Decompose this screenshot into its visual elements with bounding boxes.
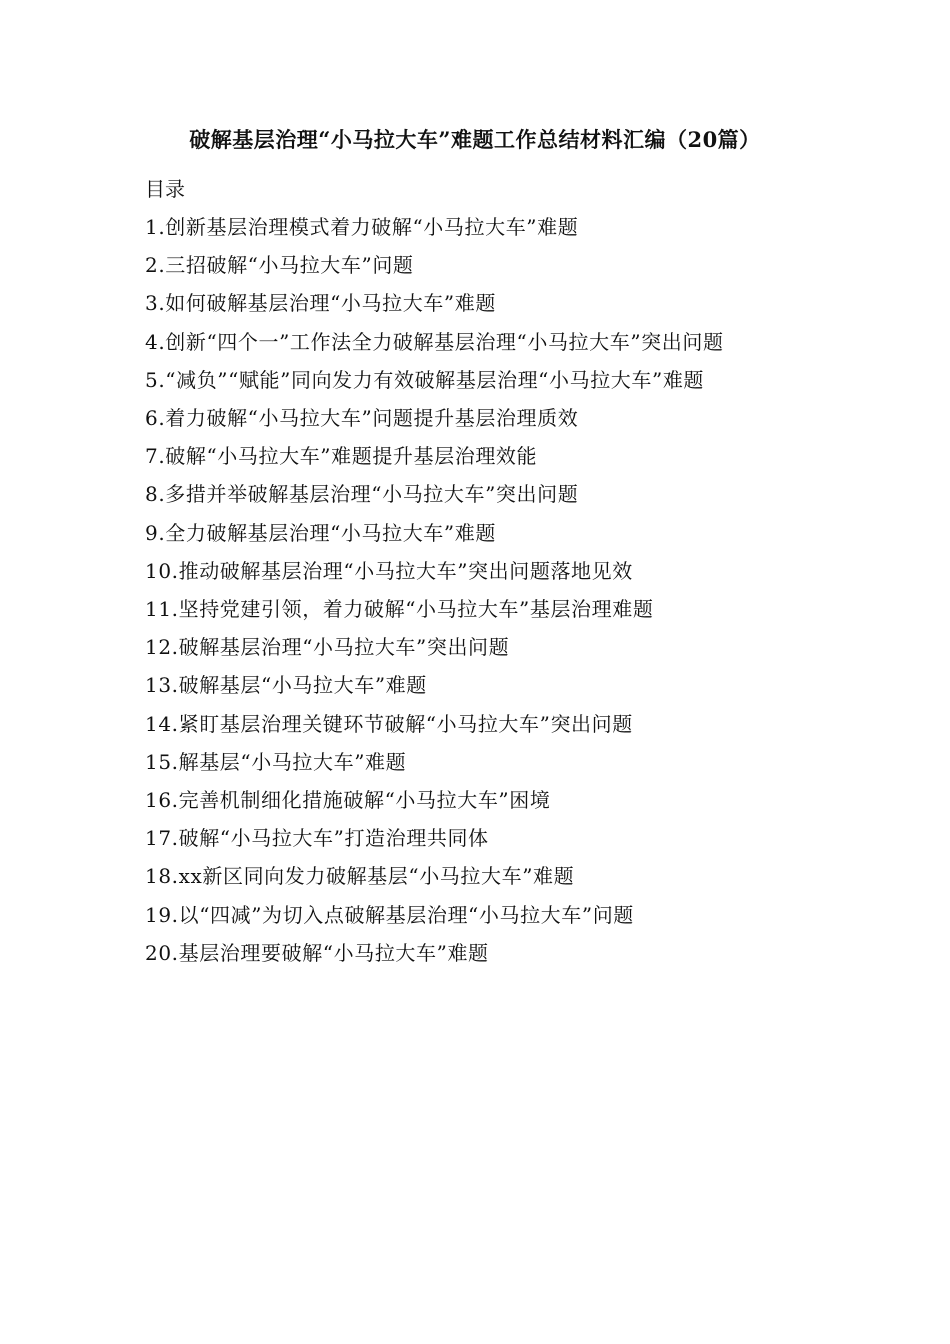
toc-item: 4.创新“四个一”工作法全力破解基层治理“小马拉大车”突出问题 xyxy=(145,329,724,354)
document-title: 破解基层治理“小马拉大车”难题工作总结材料汇编（20篇） xyxy=(189,127,761,152)
toc-item: 11.坚持党建引领，着力破解“小马拉大车”基层治理难题 xyxy=(145,597,654,622)
toc-item: 6.着力破解“小马拉大车”问题提升基层治理质效 xyxy=(145,406,579,431)
toc-item: 18.xx新区同向发力破解基层“小马拉大车”难题 xyxy=(145,864,575,889)
toc-item: 16.完善机制细化措施破解“小马拉大车”困境 xyxy=(145,788,551,813)
toc-item: 19.以“四减”为切入点破解基层治理“小马拉大车”问题 xyxy=(145,902,634,927)
toc-item: 9.全力破解基层治理“小马拉大车”难题 xyxy=(145,520,496,545)
toc-item: 7.破解“小马拉大车”难题提升基层治理效能 xyxy=(145,444,538,469)
toc-item: 20.基层治理要破解“小马拉大车”难题 xyxy=(145,940,489,965)
toc-item: 1.创新基层治理模式着力破解“小马拉大车”难题 xyxy=(145,215,579,239)
toc-item: 17.破解“小马拉大车”打造治理共同体 xyxy=(145,826,489,851)
toc-item: 10.推动破解基层治理“小马拉大车”突出问题落地见效 xyxy=(145,558,633,583)
toc-item: 15.解基层“小马拉大车”难题 xyxy=(145,749,407,774)
toc-heading: 目录 xyxy=(145,177,185,201)
toc-list xyxy=(145,208,810,972)
toc-item: 12.破解基层治理“小马拉大车”突出问题 xyxy=(145,635,510,660)
toc-item: 5.“减负”“赋能”同向发力有效破解基层治理“小马拉大车”难题 xyxy=(145,367,705,392)
toc-item: 2.三招破解“小马拉大车”问题 xyxy=(145,253,414,278)
toc-item: 8.多措并举破解基层治理“小马拉大车”突出问题 xyxy=(145,482,579,507)
toc-item: 3.如何破解基层治理“小马拉大车”难题 xyxy=(145,291,496,316)
toc-item: 14.紧盯基层治理关键环节破解“小马拉大车”突出问题 xyxy=(145,711,633,736)
toc-item: 13.破解基层“小马拉大车”难题 xyxy=(145,673,427,698)
